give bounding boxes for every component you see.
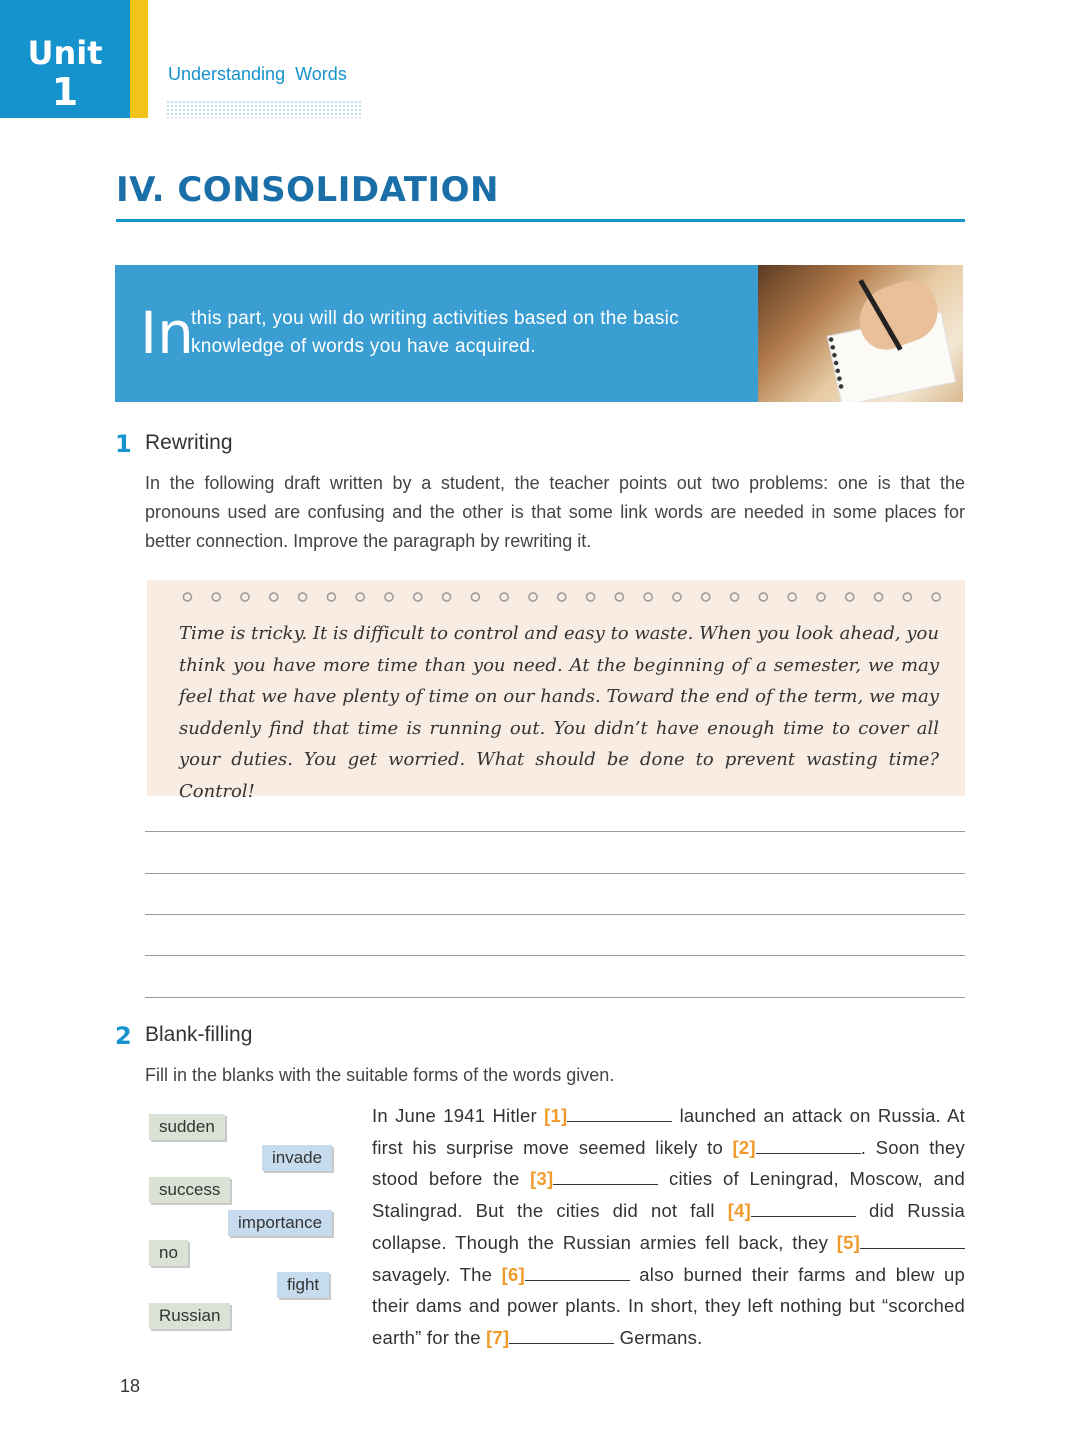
task2-number: 2 xyxy=(115,1022,132,1050)
unit-accent-bar xyxy=(130,0,148,118)
section-title-rule xyxy=(116,219,965,222)
passage-text: savagely. The xyxy=(372,1263,493,1285)
passage-text: Germans. xyxy=(619,1326,703,1348)
passage-text: also burned their farms and blew up their dams and power plants. In short, they left nothing but “scorched earth” for the xyxy=(372,1263,966,1348)
blank-field[interactable] xyxy=(860,1232,965,1249)
blank-number: [6] xyxy=(501,1263,525,1285)
blank-number: [2] xyxy=(732,1136,756,1158)
writing-line[interactable] xyxy=(145,997,965,998)
notebook-rings-row xyxy=(173,591,943,603)
word-chip: invade xyxy=(262,1145,332,1171)
blank-number: [3] xyxy=(530,1168,554,1190)
blank-number: [1] xyxy=(544,1105,568,1126)
unit-number: 1 xyxy=(51,70,79,114)
task1-instructions: In the following draft written by a student, the teacher points out two problems: one is that the pronouns used are confusing and the other is that some link words are needed in some places for better connection. Improve the paragraph by rewriting it. xyxy=(145,473,965,551)
word-chip: Russian xyxy=(149,1303,230,1329)
passage-text: did Russia collapse. Though the Russian armies fell back, they xyxy=(372,1200,965,1253)
draft-text: Time is tricky. It is difficult to control and easy to waste. When you look ahead, you think you have more time than you need. At the beginning of a semester, we may feel that we have plenty of time on our hands. Toward the end of the term, we may suddenly find that time is running out. You didn’t have enough time to cover all your duties. You get worried. What should be done to prevent wasting time? Control! xyxy=(179,623,939,802)
passage-text: cities of Leningrad, Moscow, and Stalingrad. But the cities did not fall xyxy=(372,1168,965,1222)
blank-number: [5] xyxy=(836,1231,860,1253)
blank-number: [7] xyxy=(486,1326,510,1348)
blank-field[interactable] xyxy=(509,1327,614,1344)
task1-number: 1 xyxy=(115,430,132,458)
intro-text: this part, you will do writing activities based on the basic knowledge of words you have acquired. xyxy=(191,308,679,357)
word-chip: sudden xyxy=(149,1114,225,1140)
word-chip: importance xyxy=(228,1210,332,1236)
passage-text: . Soon they stood before the xyxy=(372,1136,965,1190)
intro-banner xyxy=(115,265,963,402)
fill-passage xyxy=(372,1100,965,1354)
blank-field[interactable] xyxy=(525,1264,630,1281)
writing-line[interactable] xyxy=(145,955,965,956)
word-chip: fight xyxy=(277,1272,329,1298)
unit-subtitle: Understanding Words xyxy=(168,64,347,84)
blank-field[interactable] xyxy=(553,1168,658,1185)
unit-label: Unit xyxy=(27,34,103,72)
dot-pattern xyxy=(166,100,361,118)
section-title: IV. CONSOLIDATION xyxy=(116,170,499,210)
blank-field[interactable] xyxy=(567,1105,672,1122)
passage-text: launched an attack on Russia. At first his surprise move seemed likely to xyxy=(372,1105,966,1158)
writing-line[interactable] xyxy=(145,873,965,874)
task1-title: Rewriting xyxy=(145,431,233,454)
task2-instructions: Fill in the blanks with the suitable forms of the words given. xyxy=(145,1065,615,1085)
writing-photo xyxy=(758,265,963,402)
blank-number: [4] xyxy=(727,1200,751,1222)
word-chip: no xyxy=(149,1240,188,1266)
writing-line[interactable] xyxy=(145,831,965,832)
blank-field[interactable] xyxy=(751,1200,856,1217)
unit-badge xyxy=(0,0,130,118)
task2-title: Blank-filling xyxy=(145,1023,253,1046)
word-chip: success xyxy=(149,1177,230,1203)
writing-line[interactable] xyxy=(145,914,965,915)
intro-dropcap: In xyxy=(140,299,194,367)
passage-text: In June 1941 Hitler xyxy=(372,1105,537,1126)
blank-field[interactable] xyxy=(756,1137,861,1154)
draft-note xyxy=(147,580,965,802)
page-number: 18 xyxy=(120,1376,141,1396)
